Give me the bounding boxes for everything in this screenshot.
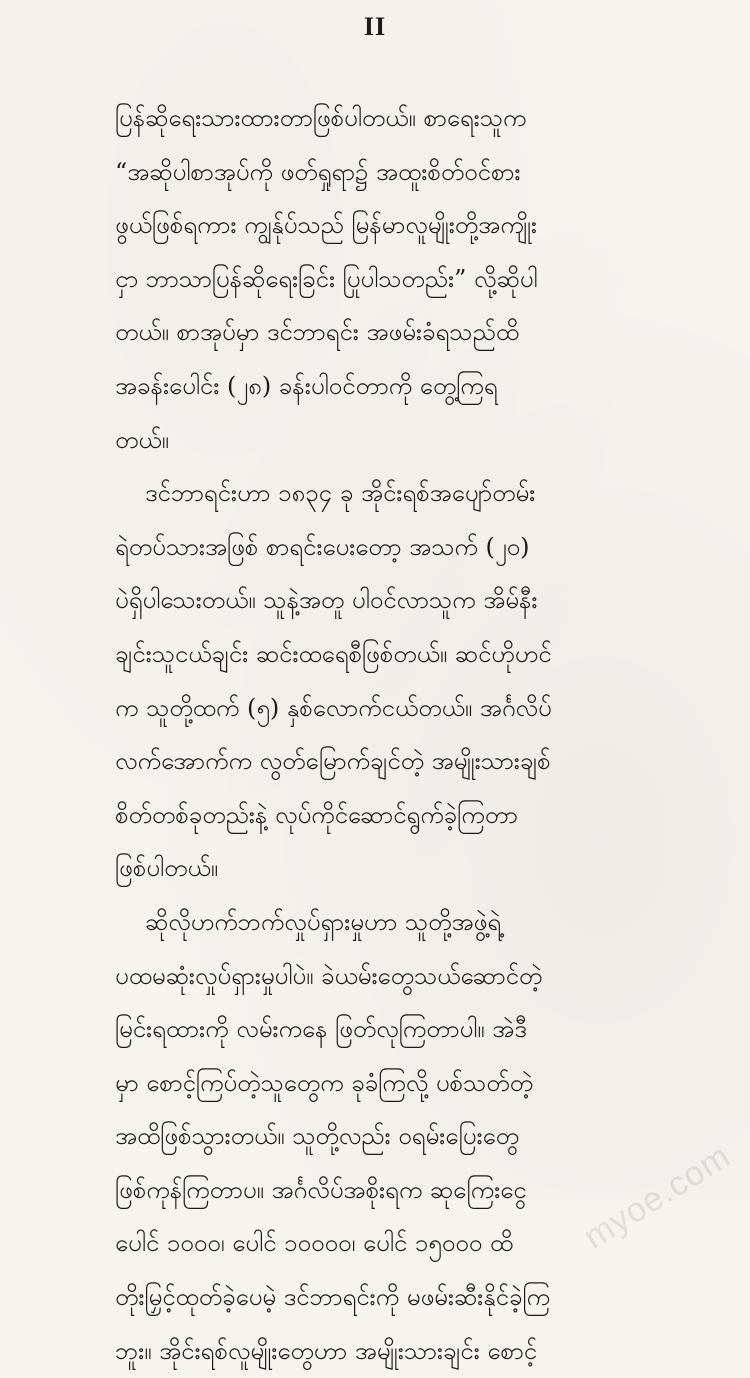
text-line: ဖွယ်ဖြစ်ရကား ကျွန်ုပ်သည် မြန်မာလူမျိုးတို့အကျိုး — [115, 211, 538, 240]
text-line: တိုးမြှင့်ထုတ်ခဲ့ပေမဲ့ ဒင်ဘာရင်းကို မဖမ်းဆီးနိုင်ခဲ့ကြ — [115, 1283, 550, 1312]
text-line: ပေါင် ၁၀၀၀၊ ပေါင် ၁၀၀၀၀၊ ပေါင် ၁၅၀၀၀ ထိ — [115, 1229, 514, 1258]
page-number: II — [363, 12, 387, 41]
text-line: က သူတို့ထက် (၅) နှစ်လောက်ငယ်တယ်။ အင်္ဂလိပ် — [115, 693, 552, 722]
text-line: ချင်းသူငယ်ချင်း ဆင်းထရေစီဖြစ်တယ်။ ဆင်ဟိုဟင် — [115, 639, 552, 668]
watermark: myoe.com — [577, 1136, 738, 1257]
text-line: အခန်းပေါင်း (၂၈) ခန်းပါဝင်တာကို တွေ့ကြရ — [115, 371, 498, 400]
text-line: ဖြစ်ပါတယ်။ — [115, 854, 219, 883]
body-text — [115, 92, 690, 1378]
text-line: ပထမဆုံးလှုပ်ရှားမှုပါပဲ။ ခဲယမ်းတွေသယ်ဆောင်တဲ့ — [115, 961, 543, 990]
text-line: လက်အောက်က လွတ်မြောက်ချင်တဲ့ အမျိုးသားချစ် — [115, 747, 551, 776]
text-line: ဖြစ်ကုန်ကြတာပ။ အင်္ဂလိပ်အစိုးရက ဆုကြေးငွေ — [115, 1175, 527, 1204]
text-line: “အဆိုပါစာအုပ်ကို ဖတ်ရှုရာ၌ အထူးစိတ်ဝင်စား — [115, 157, 521, 186]
paragraph-start-line: ဒင်ဘာရင်းဟာ ၁၈၃၄ ခု အိုင်းရစ်အပျော်တမ်း — [145, 479, 536, 508]
text-line: စိတ်တစ်ခုတည်းနဲ့ လုပ်ကိုင်ဆောင်ရွက်ခဲ့ကြတာ — [115, 800, 518, 829]
text-line: မှာ စောင့်ကြပ်တဲ့သူတွေက ခုခံကြလို့ ပစ်သတ်တဲ့ — [115, 1068, 533, 1097]
text-line: ပဲရှိပါသေးတယ်။ သူနဲ့အတူ ပါဝင်လာသူက အိမ်နီး — [115, 586, 538, 615]
text-line: ပြန်ဆိုရေးသားထားတာဖြစ်ပါတယ်။ စာရေးသူက — [115, 104, 527, 132]
text-line: ငှာ ဘာသာပြန်ဆိုရေးခြင်း ပြုပါသတည်း” လို့ဆိုပါ — [115, 264, 538, 293]
paragraph-start-line: ဆိုလိုဟက်ဘက်လှုပ်ရှားမှုဟာ သူတို့အဖွဲ့ရဲ့ — [145, 907, 501, 936]
text-line: တယ်။ — [115, 425, 169, 454]
text-line: အထိဖြစ်သွားတယ်။ သူတို့လည်း ဝရမ်းပြေးတွေ — [115, 1122, 519, 1151]
text-line: ဘူး။ အိုင်းရစ်လူမျိုးတွေဟာ အမျိုးသားချင်း စောင့် — [115, 1336, 538, 1365]
text-line: ရဲတပ်သားအဖြစ် စာရင်းပေးတော့ အသက် (၂၀) — [115, 532, 530, 561]
text-line: တယ်။ စာအုပ်မှာ ဒင်ဘာရင်း အဖမ်းခံရသည်ထိ — [115, 318, 519, 347]
text-line: မြင်းရထားကို လမ်းကနေ ဖြတ်လုကြတာပါ။ အဲဒီ — [115, 1015, 527, 1044]
